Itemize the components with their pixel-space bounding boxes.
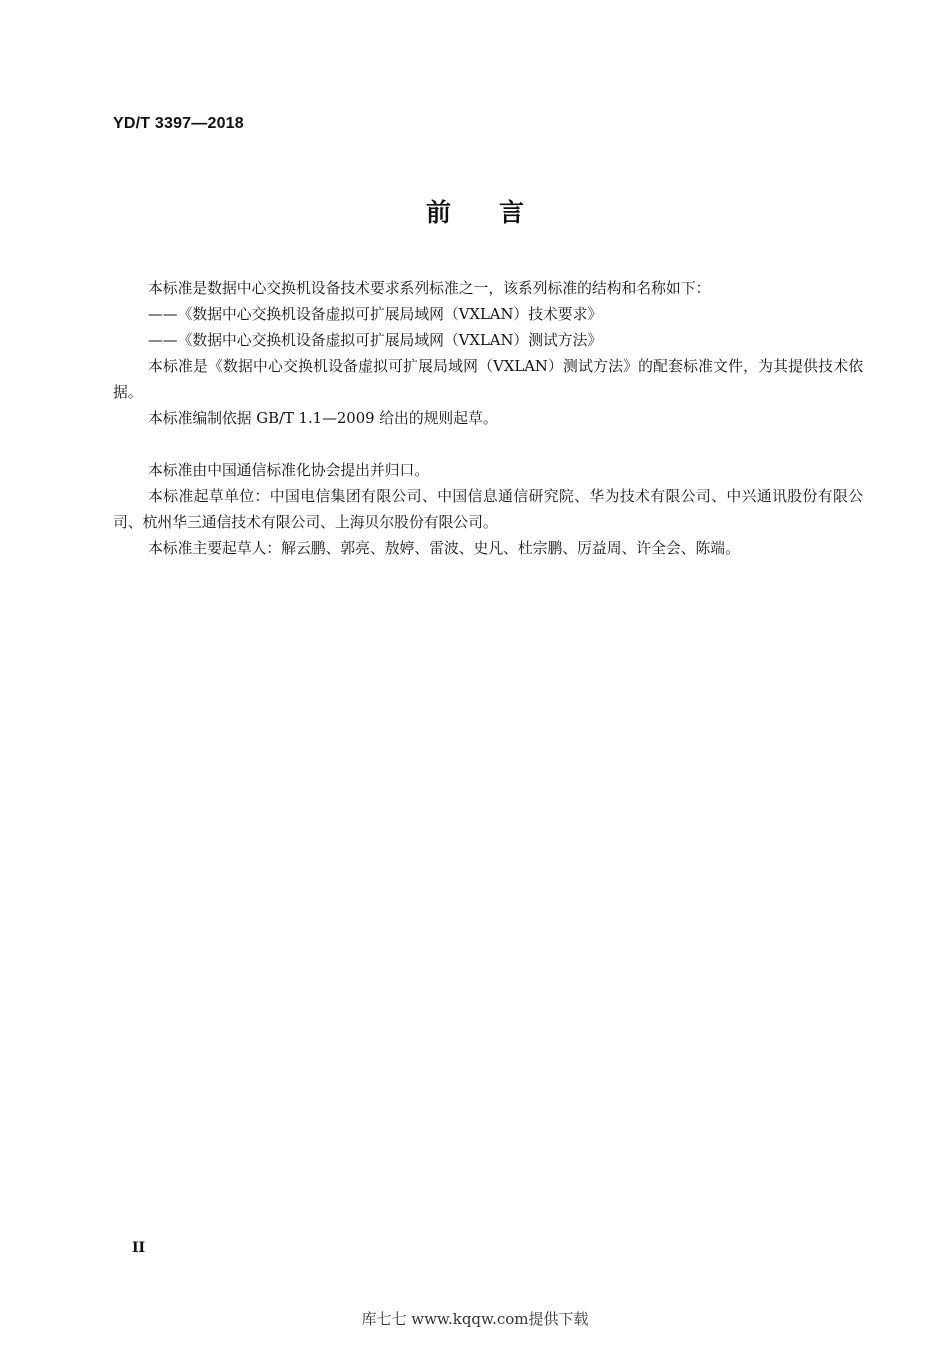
paragraph-series-item-1: ——《数据中心交换机设备虚拟可扩展局域网（VXLAN）技术要求》 — [148, 306, 603, 323]
paragraph-companion-standard: 本标准是《数据中心交换机设备虚拟可扩展局域网（VXLAN）测试方法》的配套标准文件，为其提供技术依据。 — [113, 358, 863, 401]
paragraph-series-intro: 本标准是数据中心交换机设备技术要求系列标准之一，该系列标准的结构和名称如下： — [148, 280, 711, 297]
paragraph-drafting-units: 本标准起草单位：中国电信集团有限公司、中国信息通信研究院、华为技术有限公司、中兴通讯股份有限公司、杭州华三通信技术有限公司、上海贝尔股份有限公司。 — [113, 488, 863, 531]
paragraph-series-item-2: ——《数据中心交换机设备虚拟可扩展局域网（VXLAN）测试方法》 — [148, 332, 603, 349]
paragraph-spacer — [113, 432, 863, 458]
paragraph-drafters: 本标准主要起草人：解云鹏、郭亮、敖婷、雷波、史凡、杜宗鹏、厉益周、许全会、陈端。 — [148, 540, 740, 557]
page-number: II — [132, 1240, 146, 1256]
paragraph-drafting-rules: 本标准编制依据 GB/T 1.1—2009 给出的规则起草。 — [148, 410, 498, 427]
download-watermark: 库七七 www.kqqw.com提供下载 — [361, 1310, 589, 1328]
paragraph-proposer: 本标准由中国通信标准化协会提出并归口。 — [148, 462, 430, 479]
body-text — [113, 276, 863, 562]
page-title: 前言 — [425, 198, 572, 227]
standard-code: YD/T 3397—2018 — [113, 115, 244, 132]
